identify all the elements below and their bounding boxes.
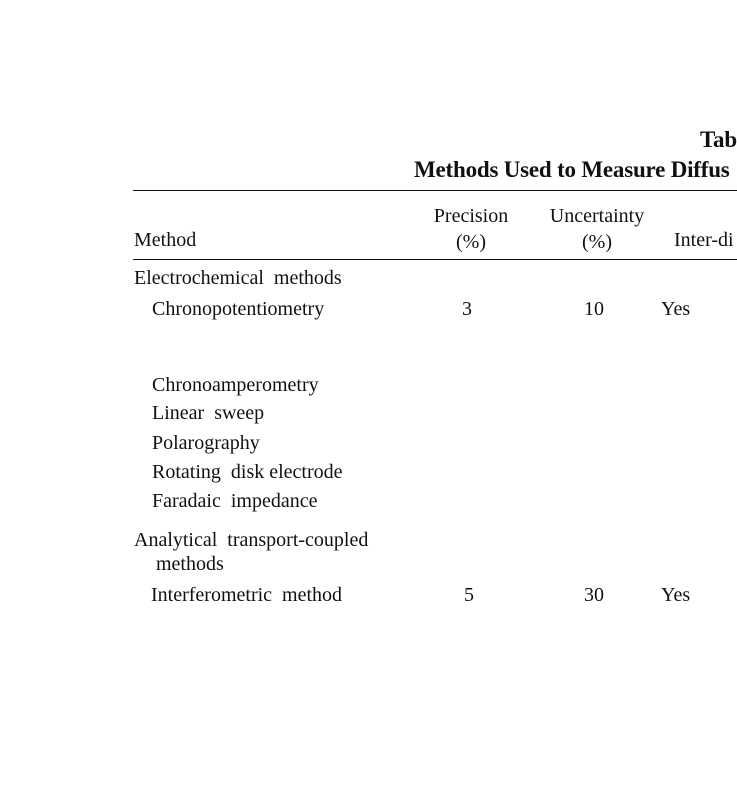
header-uncertainty-unit: (%) [582,231,612,253]
table-row-method: Interferometric method [151,584,343,606]
table-header-rule [133,259,737,260]
table-top-rule [133,190,737,191]
header-uncertainty-label: Uncertainty [549,205,645,227]
table-caption-number: Tab [700,127,737,152]
table-row-inter-diffusion: Yes [661,584,691,606]
table-row-uncertainty: 30 [584,584,604,606]
table-caption [700,127,737,153]
group-label-analytical-continued: methods [156,553,224,575]
table-title [414,157,730,183]
table-row-method: Polarography [152,432,260,454]
header-precision-label: Precision [433,205,509,227]
table-row-method: Rotating disk electrode [152,461,343,483]
header-method: Method [134,229,197,251]
table-row-uncertainty: 10 [584,298,604,320]
table-row-precision: 5 [464,584,474,606]
table-row-method: Chronoamperometry [152,374,319,396]
table-row-inter-diffusion: Yes [661,298,691,320]
table-row-method: Linear sweep [152,402,265,424]
table-title-text: Methods Used to Measure Diffus [414,157,730,182]
group-label-electrochemical: Electrochemical methods [134,267,342,289]
header-precision [434,203,508,255]
table-row-precision: 3 [462,298,472,320]
group-label-analytical: Analytical transport-coupled [134,529,369,551]
header-uncertainty [550,203,644,255]
header-precision-unit: (%) [456,231,486,253]
table-row-method: Faradaic impedance [152,490,318,512]
header-inter-diffusion: Inter-di [674,229,734,251]
table-row-method: Chronopotentiometry [152,298,325,320]
